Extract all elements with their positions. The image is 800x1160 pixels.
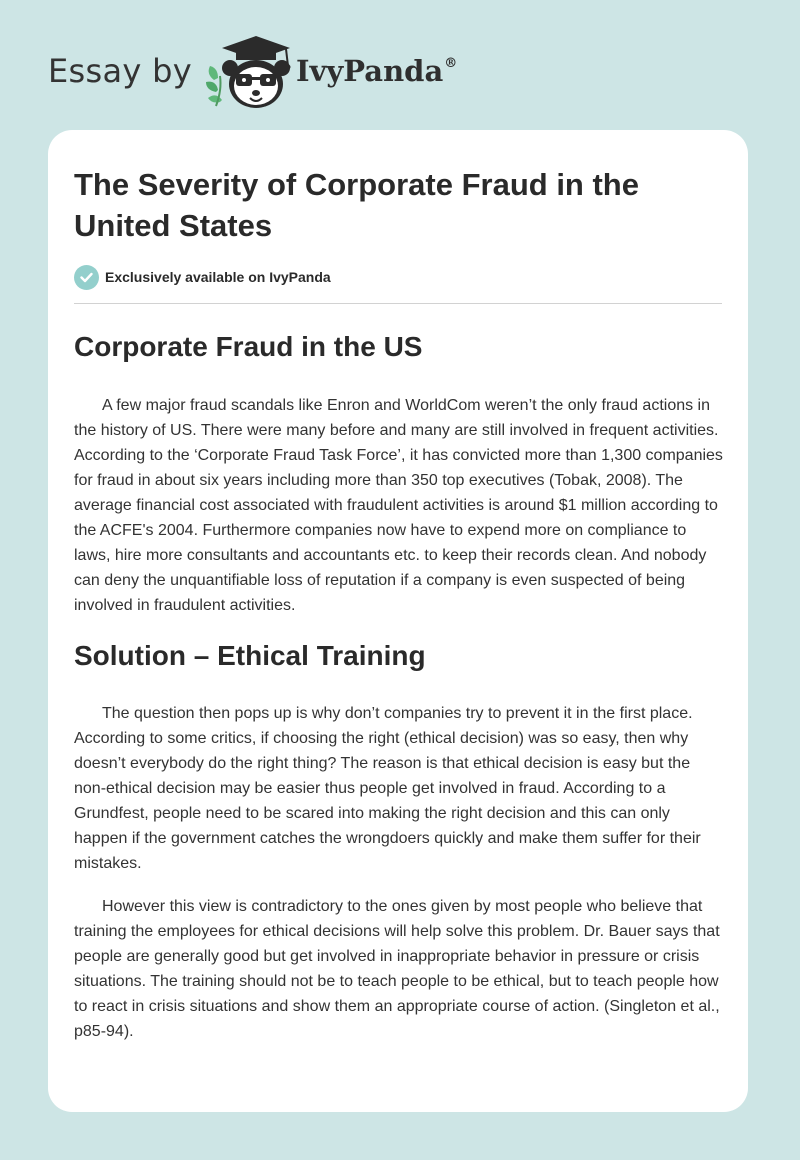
page-title: The Severity of Corporate Fraud in the United States bbox=[74, 167, 639, 243]
badge-text: Exclusively available on IvyPanda bbox=[105, 269, 331, 285]
section-heading: Corporate Fraud in the US bbox=[74, 331, 423, 362]
brand-name: IvyPanda® bbox=[296, 54, 458, 88]
exclusive-badge bbox=[74, 264, 331, 290]
brand-prefix: Essay by bbox=[48, 52, 192, 90]
section-heading: Solution – Ethical Training bbox=[74, 640, 426, 671]
paragraph: The question then pops up is why don’t companies try to prevent it in the first place. According to some critics, if choosing the right (ethical decision) was so easy, then why doesn’t everybody do the right thing? The reason is that ethical decision is easy but the non-ethical decision may be easier thus people get involved in fraud. According to a Grundfest, people need to be scared into making the right decision and this can only happen if the government catches the wrongdoers quickly and make them suffer for their mistakes. bbox=[74, 705, 701, 872]
article-card bbox=[48, 130, 748, 1112]
check-icon bbox=[74, 265, 99, 290]
paragraph: A few major fraud scandals like Enron and WorldCom weren’t the only fraud actions in the history of US. There were many before and many are still involved in frequent activities. According to the ‘Corporate Fraud Task Force’, it has convicted more than 1,300 companies for fraud in about six years including more than 350 top executives (Tobak, 2008). The average financial cost associated with fraudulent activities is around $1 million according to the ACFE's 2004. Furthermore companies now have to expend more on compliance to laws, hire more consultants and accountants etc. to keep their records clean. And nobody can deny the unquantifiable loss of reputation if a company is even suspected of being involved in fraudulent activities. bbox=[74, 397, 723, 614]
article-body bbox=[74, 320, 724, 1044]
registered-mark: ® bbox=[444, 56, 458, 71]
paragraph: However this view is contradictory to the ones given by most people who believe that training the employees for ethical decisions will help solve this problem. Dr. Bauer says that people are generally good but get involved in inappropriate behavior in pressure or crisis situations. The training should not be to teach people to be ethical, but to teach people how to react in crisis situations and show them an appropriate course of action. (Singleton et al., p85-94). bbox=[74, 898, 720, 1040]
panda-graduate-logo-icon bbox=[202, 36, 298, 112]
brand-header[interactable] bbox=[48, 36, 508, 112]
divider bbox=[74, 303, 722, 304]
